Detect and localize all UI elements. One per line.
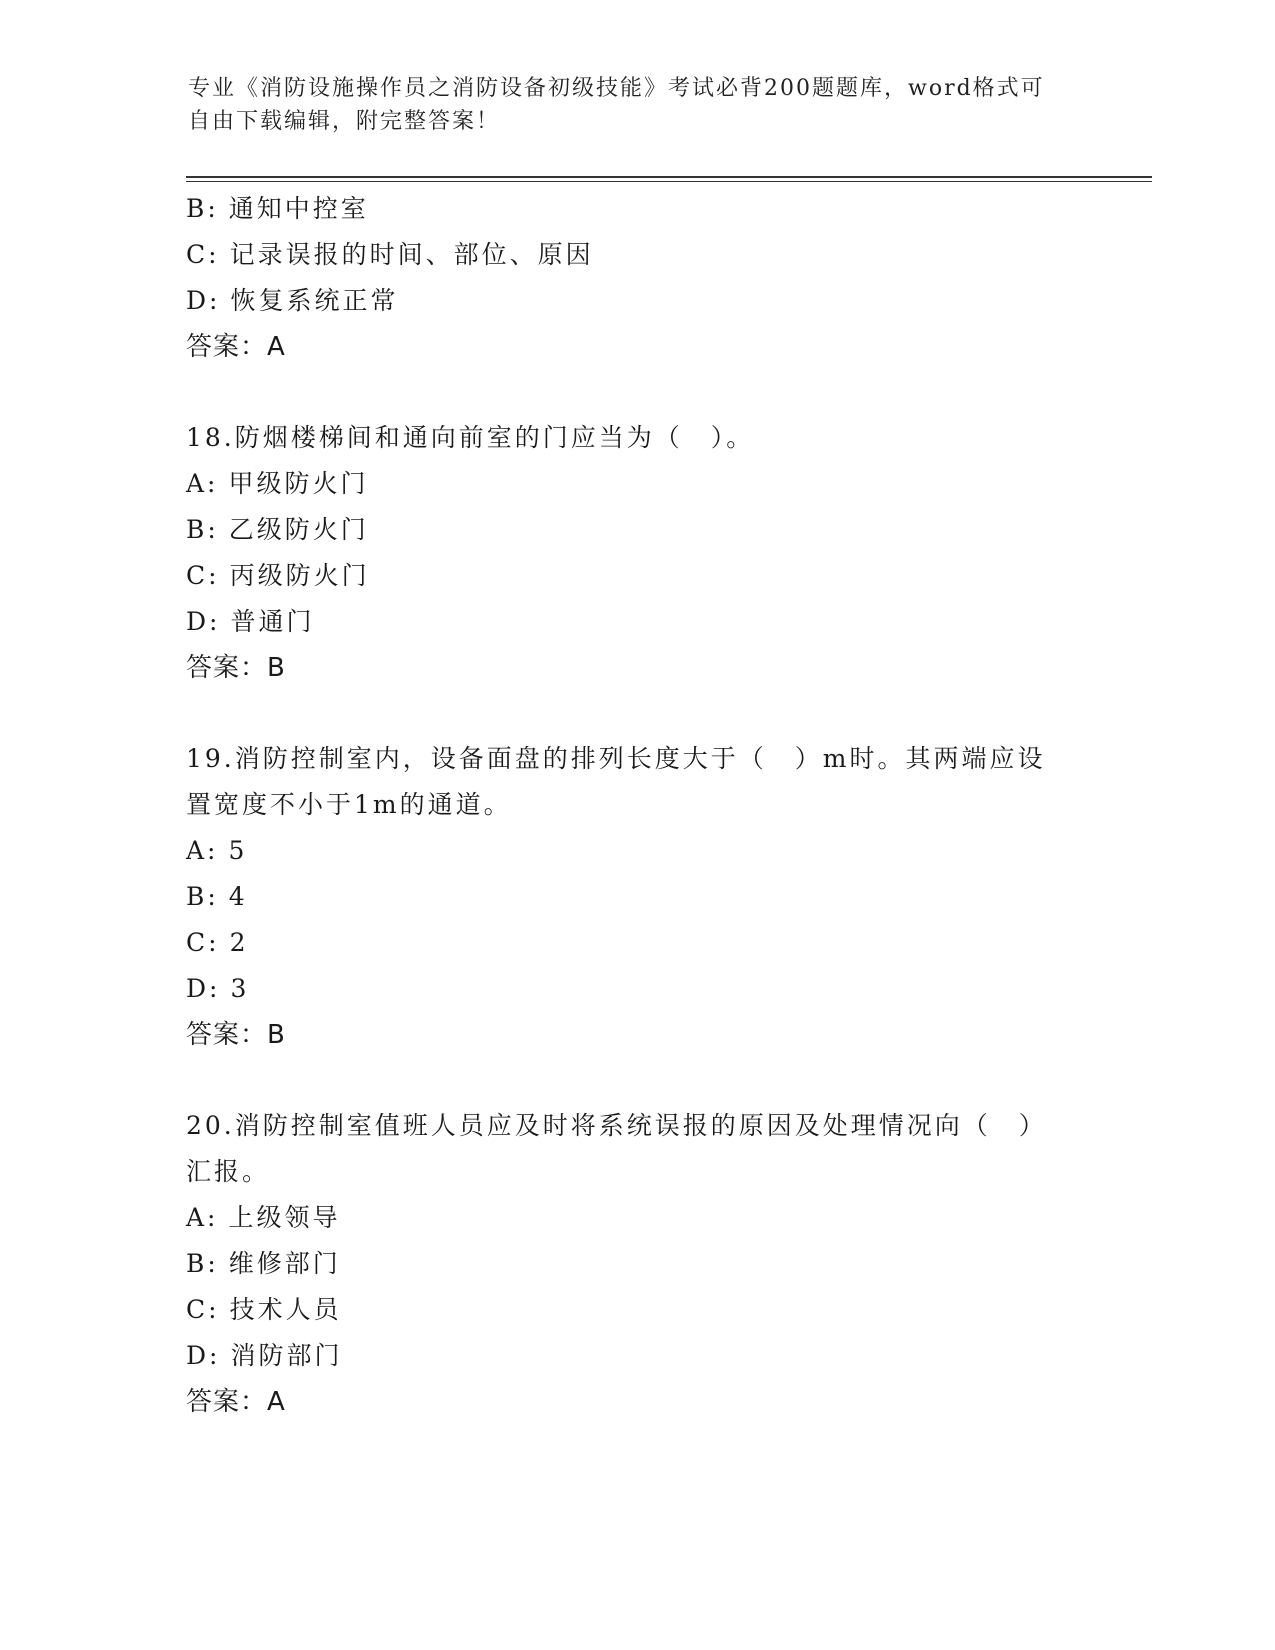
option-text: 乙级防火门 <box>228 515 369 544</box>
option-text: 消防部门 <box>230 1341 343 1370</box>
option-letter: C: <box>186 561 220 590</box>
option-letter: A: <box>186 469 219 498</box>
option-text: 技术人员 <box>229 1295 342 1324</box>
option-text: 甲级防火门 <box>228 469 369 498</box>
option-b <box>186 1241 1086 1287</box>
option-letter: D: <box>186 974 221 1003</box>
option-text: 记录误报的时间、部位、原因 <box>229 240 594 269</box>
option-letter: B: <box>186 882 219 911</box>
option-c <box>186 553 1086 599</box>
option-d <box>186 599 1086 645</box>
option-letter: A: <box>186 836 219 865</box>
option-c <box>186 920 1086 966</box>
option-b <box>186 186 1086 232</box>
answer-line: 答案：A <box>186 1387 286 1417</box>
question-stem: 18.防烟楼梯间和通向前室的门应当为（ ）。 <box>186 423 755 452</box>
option-letter: C: <box>186 1295 220 1324</box>
option-letter: D: <box>186 1341 221 1370</box>
option-text: 4 <box>228 882 248 911</box>
question-content <box>186 186 1086 1425</box>
document-header: 专业《消防设施操作员之消防设备初级技能》考试必背200题题库，word格式可自由下载编辑，附完整答案！ <box>188 76 1045 134</box>
option-text: 通知中控室 <box>228 194 369 223</box>
option-text: 5 <box>228 836 248 865</box>
option-text: 丙级防火门 <box>229 561 370 590</box>
answer-line: 答案：B <box>186 653 286 683</box>
option-a <box>186 461 1086 507</box>
question-18 <box>186 415 1086 691</box>
option-letter: D: <box>186 286 221 315</box>
option-a <box>186 1195 1086 1241</box>
header-divider-thick <box>186 176 1152 178</box>
option-text: 恢复系统正常 <box>230 286 399 315</box>
option-letter: C: <box>186 928 220 957</box>
question-stem: 19.消防控制室内，设备面盘的排列长度大于（ ）m时。其两端应设置宽度不小于1m的通道。 <box>186 744 1046 819</box>
header-divider-thin <box>186 181 1152 182</box>
answer-line: 答案：A <box>186 332 286 362</box>
option-a <box>186 828 1086 874</box>
option-letter: B: <box>186 515 219 544</box>
option-letter: B: <box>186 1249 219 1278</box>
answer-line: 答案：B <box>186 1020 286 1050</box>
option-c <box>186 1287 1086 1333</box>
option-text: 普通门 <box>230 607 315 636</box>
option-letter: B: <box>186 194 219 223</box>
option-d <box>186 966 1086 1012</box>
prev-question-block <box>186 186 1086 370</box>
option-letter: D: <box>186 607 221 636</box>
option-c <box>186 232 1086 278</box>
option-d <box>186 1333 1086 1379</box>
question-20 <box>186 1103 1086 1425</box>
option-text: 3 <box>230 974 250 1003</box>
option-letter: A: <box>186 1203 219 1232</box>
option-text: 维修部门 <box>228 1249 341 1278</box>
option-text: 上级领导 <box>228 1203 341 1232</box>
question-19 <box>186 736 1086 1058</box>
option-text: 2 <box>229 928 249 957</box>
question-stem: 20.消防控制室值班人员应及时将系统误报的原因及处理情况向（ ）汇报。 <box>186 1111 1047 1186</box>
option-b <box>186 874 1086 920</box>
option-b <box>186 507 1086 553</box>
option-letter: C: <box>186 240 220 269</box>
option-d <box>186 278 1086 324</box>
